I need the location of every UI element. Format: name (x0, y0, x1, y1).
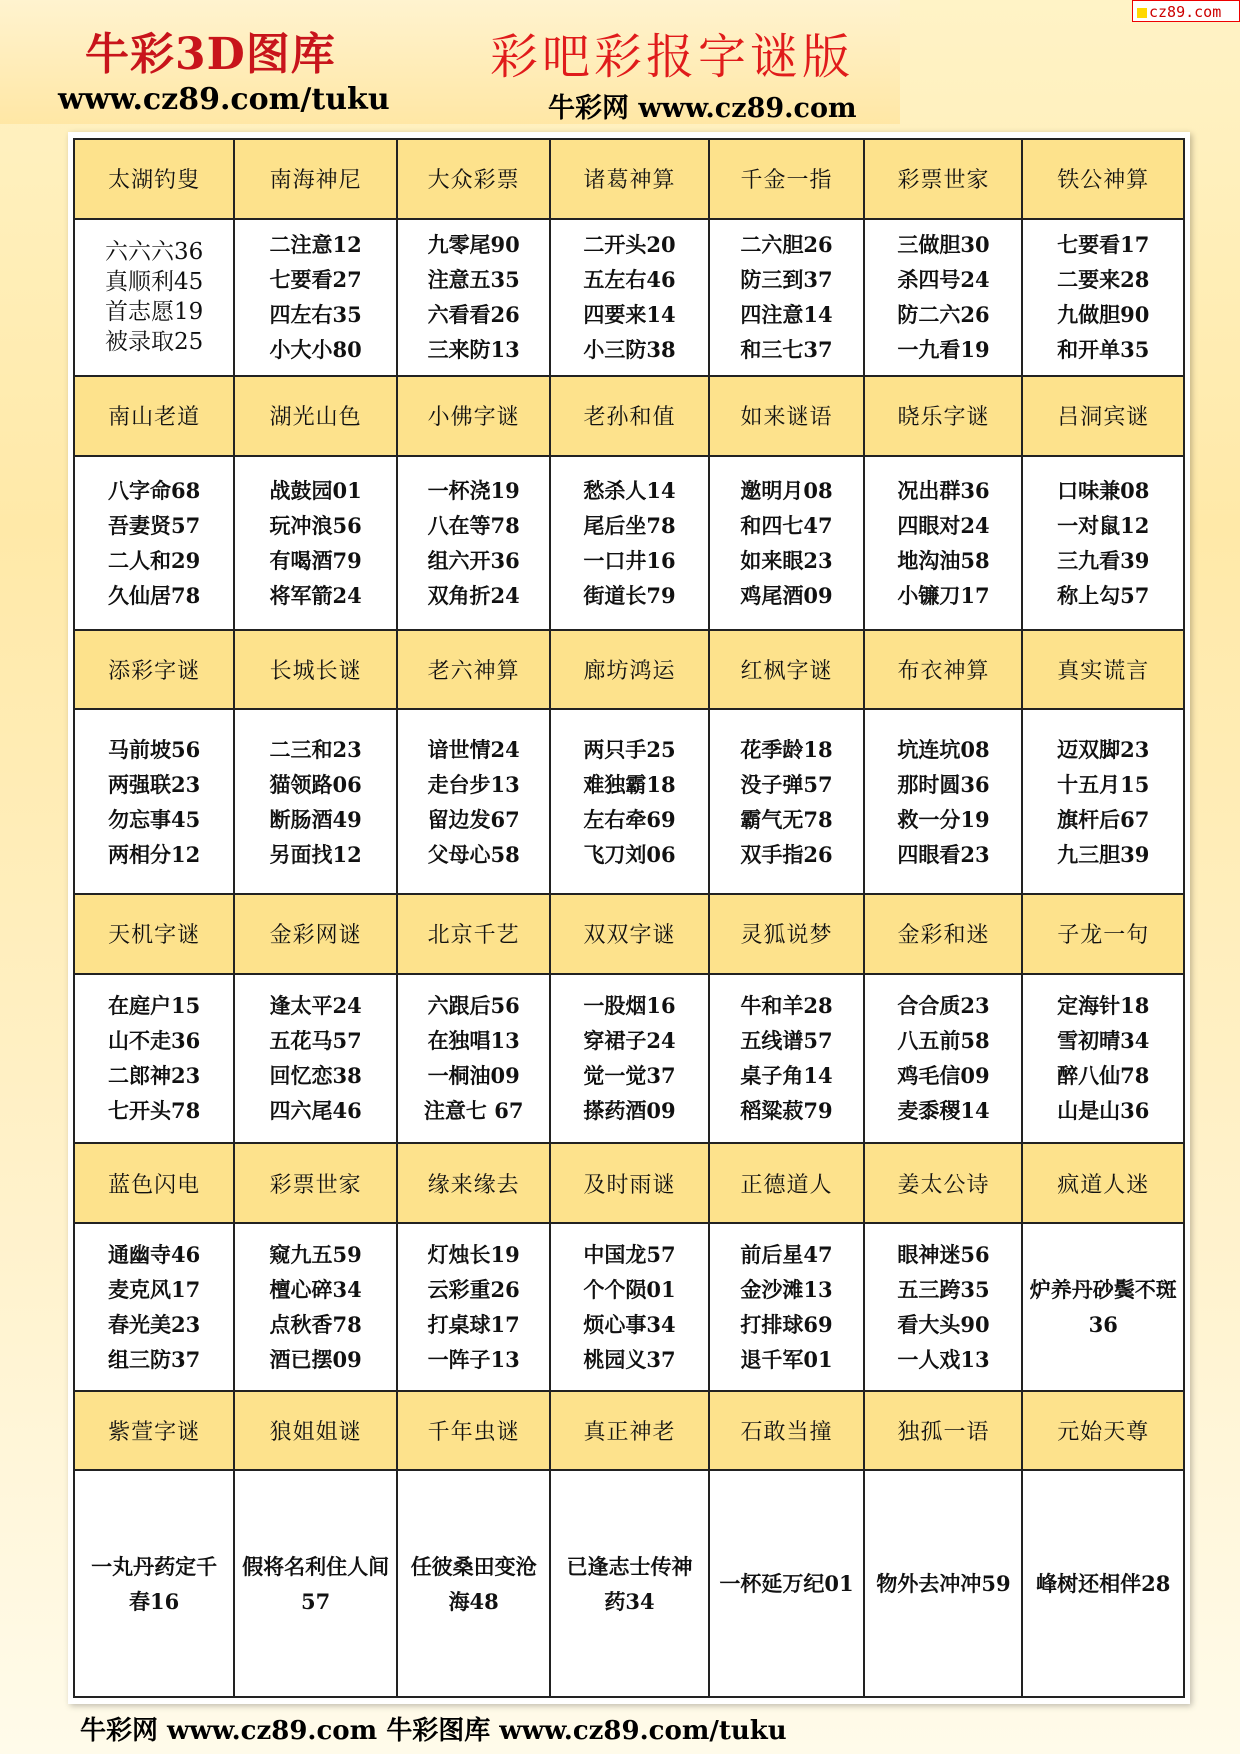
column-header: 老孙和值 (550, 376, 708, 456)
column-header: 灵狐说梦 (709, 894, 865, 974)
puzzle-cell (1022, 974, 1184, 1144)
puzzle-line: 小三防38 (583, 337, 676, 363)
header-banner (0, 0, 900, 124)
puzzle-line: 定海针18 (1057, 993, 1150, 1019)
puzzle-line: 雪初晴34 (1057, 1028, 1150, 1054)
puzzle-line: 玩冲浪56 (269, 512, 362, 538)
puzzle-line: 一阵子13 (427, 1346, 520, 1372)
puzzle-line: 况出群36 (897, 477, 990, 503)
puzzle-line: 鸡毛信09 (897, 1063, 990, 1089)
column-header: 晓乐字谜 (864, 376, 1022, 456)
puzzle-cell (709, 709, 865, 894)
puzzle-line: 窥九五59 (269, 1241, 362, 1267)
puzzle-line: 打桌球17 (427, 1311, 520, 1337)
brand-title: 牛彩3D图库 (85, 29, 336, 80)
column-header: 彩票世家 (234, 1143, 397, 1223)
puzzle-line: 和四七47 (740, 512, 833, 538)
puzzle-line: 一桐油09 (427, 1063, 520, 1089)
puzzle-line: 防二六26 (897, 302, 990, 328)
puzzle-line: 一丸丹药定千春16 (91, 1553, 218, 1614)
header-row (74, 1143, 1184, 1223)
puzzle-line: 飞刀刘06 (583, 841, 676, 867)
puzzle-cell (74, 1470, 234, 1697)
column-header: 正德道人 (709, 1143, 865, 1223)
column-header: 子龙一句 (1022, 894, 1184, 974)
puzzle-line: 退千军01 (740, 1346, 833, 1372)
puzzle-cell (709, 456, 865, 630)
puzzle-line: 和开单35 (1057, 337, 1150, 363)
puzzle-line: 假将名利住人间57 (242, 1553, 390, 1614)
column-header: 湖光山色 (234, 376, 397, 456)
column-header: 布衣神算 (864, 630, 1022, 710)
site-badge[interactable] (1132, 0, 1240, 22)
puzzle-line: 花季龄18 (740, 736, 833, 762)
column-header: 石敢当撞 (709, 1391, 865, 1471)
puzzle-line: 物外去冲冲59 (876, 1571, 1011, 1597)
puzzle-line: 如来眼23 (740, 547, 833, 573)
puzzle-row (74, 219, 1184, 376)
column-header: 吕洞宾谜 (1022, 376, 1184, 456)
puzzle-line: 稻粱菽79 (740, 1098, 833, 1124)
column-header: 诸葛神算 (550, 139, 708, 219)
column-header: 姜太公诗 (864, 1143, 1022, 1223)
puzzle-line: 二六胆26 (740, 232, 833, 258)
puzzle-cell (397, 219, 551, 376)
column-header: 铁公神算 (1022, 139, 1184, 219)
puzzle-line: 组三防37 (108, 1346, 201, 1372)
puzzle-line: 断肠酒49 (269, 806, 362, 832)
puzzle-line: 马前坡56 (108, 736, 201, 762)
column-header: 狼姐姐谜 (234, 1391, 397, 1471)
puzzle-line: 那时圆36 (897, 771, 990, 797)
puzzle-line: 小镰刀17 (897, 582, 990, 608)
puzzle-cell (550, 1223, 708, 1391)
puzzle-line: 九三胆39 (1057, 841, 1150, 867)
puzzle-cell (1022, 1223, 1184, 1391)
puzzle-line: 吾妻贤57 (108, 512, 201, 538)
column-header: 南山老道 (74, 376, 234, 456)
puzzle-cell (709, 974, 865, 1144)
puzzle-line: 在庭户15 (108, 993, 201, 1019)
puzzle-cell (550, 219, 708, 376)
column-header: 廊坊鸿运 (550, 630, 708, 710)
puzzle-line: 三做胆30 (897, 232, 990, 258)
puzzle-line: 四注意14 (740, 302, 833, 328)
puzzle-line: 合合质23 (897, 993, 990, 1019)
header-row (74, 376, 1184, 456)
puzzle-line: 一杯浇19 (427, 477, 520, 503)
puzzle-cell (1022, 709, 1184, 894)
puzzle-line: 没子弹57 (740, 771, 833, 797)
column-header: 太湖钓叟 (74, 139, 234, 219)
puzzle-line: 口味兼08 (1057, 477, 1150, 503)
column-header: 大众彩票 (397, 139, 551, 219)
puzzle-line: 坑连坑08 (897, 736, 990, 762)
puzzle-line: 在独唱13 (427, 1028, 520, 1054)
puzzle-line: 任彼桑田变沧海48 (410, 1553, 537, 1614)
puzzle-line: 两强联23 (108, 771, 201, 797)
puzzle-line: 四眼对24 (897, 512, 990, 538)
puzzle-line: 将军箭24 (269, 582, 362, 608)
header-row (74, 630, 1184, 710)
column-header: 紫萱字谜 (74, 1391, 234, 1471)
puzzle-line: 四六尾46 (269, 1098, 362, 1124)
column-header: 长城长谜 (234, 630, 397, 710)
puzzle-line: 前后星47 (740, 1241, 833, 1267)
puzzle-cell (1022, 1470, 1184, 1697)
puzzle-cell (864, 219, 1022, 376)
puzzle-line: 组六开36 (427, 547, 520, 573)
puzzle-row (74, 1223, 1184, 1391)
puzzle-cell (397, 974, 551, 1144)
puzzle-cell (864, 974, 1022, 1144)
column-header: 添彩字谜 (74, 630, 234, 710)
puzzle-line: 小大小80 (269, 337, 362, 363)
puzzle-line: 首志愿19 (105, 299, 204, 326)
puzzle-line: 麦克风17 (108, 1276, 201, 1302)
puzzle-line: 金沙滩13 (740, 1276, 833, 1302)
puzzle-cell (397, 1470, 551, 1697)
puzzle-cell (864, 1470, 1022, 1697)
puzzle-line: 谙世情24 (427, 736, 520, 762)
puzzle-cell (74, 219, 234, 376)
brand-url[interactable]: www.cz89.com/tuku (58, 82, 390, 117)
column-header: 红枫字谜 (709, 630, 865, 710)
puzzle-line: 七要看17 (1057, 232, 1150, 258)
puzzle-line: 街道长79 (583, 582, 676, 608)
puzzle-line: 二郎神23 (108, 1063, 201, 1089)
puzzle-line: 九做胆90 (1057, 302, 1150, 328)
puzzle-row (74, 456, 1184, 630)
puzzle-line: 猫领路06 (269, 771, 362, 797)
column-header: 千金一指 (709, 139, 865, 219)
puzzle-cell (234, 709, 397, 894)
puzzle-grid (73, 138, 1185, 1698)
puzzle-cell (74, 456, 234, 630)
puzzle-line: 迈双脚23 (1057, 736, 1150, 762)
puzzle-cell (234, 219, 397, 376)
column-header: 千年虫谜 (397, 1391, 551, 1471)
puzzle-row (74, 1470, 1184, 1697)
puzzle-line: 地沟油58 (897, 547, 990, 573)
site-url[interactable]: 牛彩网 www.cz89.com (548, 93, 857, 124)
puzzle-line: 二开头20 (583, 232, 676, 258)
puzzle-cell (1022, 456, 1184, 630)
puzzle-cell (74, 709, 234, 894)
puzzle-line: 留边发67 (427, 806, 520, 832)
puzzle-line: 霸气无78 (740, 806, 833, 832)
header-row (74, 894, 1184, 974)
puzzle-cell (864, 456, 1022, 630)
puzzle-line: 三来防13 (427, 337, 520, 363)
puzzle-line: 云彩重26 (427, 1276, 520, 1302)
puzzle-line: 山是山36 (1057, 1098, 1150, 1124)
puzzle-cell (709, 219, 865, 376)
puzzle-line: 战鼓园01 (269, 477, 362, 503)
puzzle-line: 防三到37 (740, 267, 833, 293)
column-header: 独孤一语 (864, 1391, 1022, 1471)
column-header: 北京千艺 (397, 894, 551, 974)
puzzle-line: 五左右46 (583, 267, 676, 293)
puzzle-line: 已逢志士传神药34 (566, 1553, 693, 1614)
puzzle-line: 邀明月08 (740, 477, 833, 503)
column-header: 及时雨谜 (550, 1143, 708, 1223)
puzzle-line: 三九看39 (1057, 547, 1150, 573)
puzzle-line: 旗杆后67 (1057, 806, 1150, 832)
puzzle-line: 一九看19 (897, 337, 990, 363)
puzzle-cell (709, 1223, 865, 1391)
puzzle-line: 麦黍稷14 (897, 1098, 990, 1124)
column-header: 老六神算 (397, 630, 551, 710)
puzzle-cell (234, 1223, 397, 1391)
puzzle-line: 和三七37 (740, 337, 833, 363)
puzzle-cell (864, 709, 1022, 894)
puzzle-line: 酒已摆09 (269, 1346, 362, 1372)
puzzle-line: 注意七 67 (423, 1098, 524, 1124)
column-header: 元始天尊 (1022, 1391, 1184, 1471)
column-header: 疯道人迷 (1022, 1143, 1184, 1223)
puzzle-line: 愁杀人14 (583, 477, 676, 503)
puzzle-line: 两相分12 (108, 841, 201, 867)
puzzle-line: 真顺利45 (105, 269, 204, 296)
puzzle-cell (397, 1223, 551, 1391)
column-header: 小佛字谜 (397, 376, 551, 456)
puzzle-line: 二注意12 (269, 232, 362, 258)
puzzle-line: 双角折24 (427, 582, 520, 608)
puzzle-cell (397, 456, 551, 630)
badge-text: cz89.com (1149, 3, 1222, 21)
column-header: 真正神老 (550, 1391, 708, 1471)
puzzle-line: 醉八仙78 (1057, 1063, 1150, 1089)
puzzle-line: 六六六36 (105, 239, 204, 266)
column-header: 真实谎言 (1022, 630, 1184, 710)
puzzle-line: 一股烟16 (583, 993, 676, 1019)
puzzle-line: 灯烛长19 (427, 1241, 520, 1267)
puzzle-cell (397, 709, 551, 894)
column-header: 金彩和迷 (864, 894, 1022, 974)
puzzle-cell (74, 974, 234, 1144)
puzzle-line: 八字命68 (108, 477, 201, 503)
puzzle-line: 五线谱57 (740, 1028, 833, 1054)
puzzle-line: 峰树还相伴28 (1036, 1571, 1171, 1597)
puzzle-line: 一口井16 (583, 547, 676, 573)
puzzle-line: 个个陨01 (583, 1276, 676, 1302)
puzzle-line: 难独霸18 (583, 771, 676, 797)
puzzle-cell (709, 1470, 865, 1697)
puzzle-line: 搽药酒09 (583, 1098, 676, 1124)
puzzle-cell (234, 456, 397, 630)
puzzle-line: 杀四号24 (897, 267, 990, 293)
puzzle-line: 二三和23 (269, 736, 362, 762)
puzzle-line: 看大头90 (897, 1311, 990, 1337)
puzzle-cell (74, 1223, 234, 1391)
puzzle-line: 久仙居78 (108, 582, 201, 608)
puzzle-line: 炉养丹砂鬓不斑36 (1029, 1276, 1177, 1337)
puzzle-line: 眼神迷56 (897, 1241, 990, 1267)
puzzle-line: 一人戏13 (897, 1346, 990, 1372)
puzzle-cell (864, 1223, 1022, 1391)
puzzle-line: 左右牵69 (583, 806, 676, 832)
puzzle-row (74, 974, 1184, 1144)
puzzle-line: 六看看26 (427, 302, 520, 328)
puzzle-line: 山不走36 (108, 1028, 201, 1054)
puzzle-line: 逢太平24 (269, 993, 362, 1019)
puzzle-line: 五三跨35 (897, 1276, 990, 1302)
puzzle-line: 九零尾90 (427, 232, 520, 258)
puzzle-line: 桃园义37 (583, 1346, 676, 1372)
puzzle-line: 一对鼠12 (1057, 512, 1150, 538)
puzzle-line: 八五前58 (897, 1028, 990, 1054)
column-header: 双双字谜 (550, 894, 708, 974)
puzzle-line: 打排球69 (740, 1311, 833, 1337)
puzzle-line: 四左右35 (269, 302, 362, 328)
puzzle-line: 被录取25 (105, 329, 204, 356)
puzzle-line: 七开头78 (108, 1098, 201, 1124)
puzzle-line: 称上勾57 (1057, 582, 1150, 608)
puzzle-line: 穿裙子24 (583, 1028, 676, 1054)
puzzle-line: 尾后坐78 (583, 512, 676, 538)
puzzle-line: 四要来14 (583, 302, 676, 328)
puzzle-line: 七要看27 (269, 267, 362, 293)
puzzle-line: 五花马57 (269, 1028, 362, 1054)
column-header: 彩票世家 (864, 139, 1022, 219)
puzzle-line: 檀心碎34 (269, 1276, 362, 1302)
puzzle-line: 勿忘事45 (108, 806, 201, 832)
column-header: 金彩网谜 (234, 894, 397, 974)
puzzle-line: 走台步13 (427, 771, 520, 797)
column-header: 缘来缘去 (397, 1143, 551, 1223)
puzzle-line: 烦心事34 (583, 1311, 676, 1337)
puzzle-cell (234, 1470, 397, 1697)
puzzle-line: 十五月15 (1057, 771, 1150, 797)
puzzle-cell (1022, 219, 1184, 376)
puzzle-line: 通幽寺46 (108, 1241, 201, 1267)
puzzle-cell (550, 1470, 708, 1697)
column-header: 天机字谜 (74, 894, 234, 974)
square-icon (1137, 8, 1147, 18)
puzzle-line: 八在等78 (427, 512, 520, 538)
puzzle-line: 桌子角14 (740, 1063, 833, 1089)
puzzle-line: 双手指26 (740, 841, 833, 867)
puzzle-line: 注意五35 (427, 267, 520, 293)
puzzle-line: 觉一觉37 (583, 1063, 676, 1089)
column-header: 蓝色闪电 (74, 1143, 234, 1223)
puzzle-line: 春光美23 (108, 1311, 201, 1337)
puzzle-line: 有喝酒79 (269, 547, 362, 573)
puzzle-cell (550, 709, 708, 894)
puzzle-line: 两只手25 (583, 736, 676, 762)
puzzle-line: 救一分19 (897, 806, 990, 832)
puzzle-cell (550, 456, 708, 630)
puzzle-line: 二人和29 (108, 547, 201, 573)
puzzle-line: 中国龙57 (583, 1241, 676, 1267)
puzzle-line: 父母心58 (427, 841, 520, 867)
puzzle-line: 另面找12 (269, 841, 362, 867)
puzzle-line: 四眼看23 (897, 841, 990, 867)
header-row (74, 1391, 1184, 1471)
puzzle-cell (550, 974, 708, 1144)
puzzle-line: 六跟后56 (427, 993, 520, 1019)
puzzle-line: 二要来28 (1057, 267, 1150, 293)
column-header: 南海神尼 (234, 139, 397, 219)
issue-title: 彩吧彩报字谜版 (490, 29, 855, 85)
header-row (74, 139, 1184, 219)
footer-urls: 牛彩网 www.cz89.com 牛彩图库 www.cz89.com/tuku (80, 1716, 787, 1746)
puzzle-line: 牛和羊28 (740, 993, 833, 1019)
puzzle-line: 一杯延万纪01 (719, 1571, 854, 1597)
puzzle-cell (234, 974, 397, 1144)
puzzle-line: 鸡尾酒09 (740, 582, 833, 608)
puzzle-row (74, 709, 1184, 894)
puzzle-line: 点秋香78 (269, 1311, 362, 1337)
column-header: 如来谜语 (709, 376, 865, 456)
puzzle-line: 回忆恋38 (269, 1063, 362, 1089)
